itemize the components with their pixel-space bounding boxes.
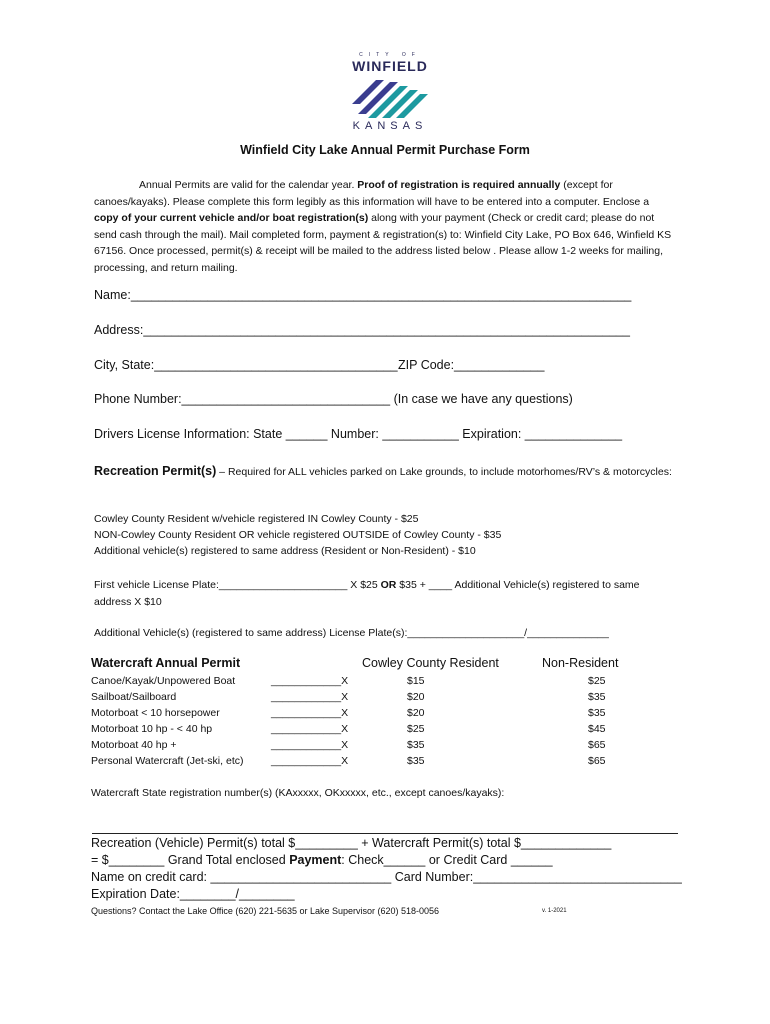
logo-stripes-graphic [348,74,434,120]
watercraft-nonresident-price: $25 [588,675,606,687]
watercraft-nonresident-price: $35 [588,707,606,719]
state-registration-label: Watercraft State registration number(s) (KAxxxxx, OKxxxxx, etc., except canoes/kayaks): [91,787,505,799]
version-label: v. 1-2021 [542,908,567,914]
watercraft-qty-field[interactable]: ____________X [271,707,349,719]
watercraft-qty-field[interactable]: ____________X [271,723,349,735]
payment-method-text: : Check______ or Credit Card ______ [341,853,553,867]
watercraft-resident-price: $35 [407,755,425,767]
intro-paragraph [94,177,674,276]
address-field[interactable]: Address:______________________________________________________________________ [94,323,630,337]
watercraft-qty-field[interactable]: ____________X [271,739,349,751]
credit-card-line[interactable]: Name on credit card: __________________________ Card Number:______________________________ [91,870,682,884]
watercraft-qty-field[interactable]: ____________X [271,755,349,767]
watercraft-resident-price: $20 [407,691,425,703]
col-nonresident-header: Non-Resident [542,656,619,670]
watercraft-resident-price: $25 [407,723,425,735]
registration-entry-line[interactable] [92,833,678,834]
payment-label: Payment [289,853,342,867]
plate-text-2: $35 + ____ Additional Vehicle(s) registered to same address X $10 [94,579,640,608]
plate-or: OR [380,579,397,591]
logo-city-of: CITY OF [359,52,421,58]
rate-additional: Additional vehicle(s) registered to same address (Resident or Non-Resident) - $10 [94,545,476,557]
watercraft-nonresident-price: $35 [588,691,606,703]
drivers-license-field[interactable]: Drivers License Information: State ______ Number: ___________ Expiration: ______________ [94,427,623,441]
grand-total-payment-line[interactable] [91,853,553,867]
expiration-date-field[interactable]: Expiration Date:________/________ [91,887,295,901]
intro-bold-1: Proof of registration is required annually [357,179,561,191]
page-title: Winfield City Lake Annual Permit Purchase Form [240,143,530,157]
questions-contact: Questions? Contact the Lake Office (620) 221-5635 or Lake Supervisor (620) 518-0056 [91,906,440,916]
grand-total-text: = $________ Grand Total enclosed [91,853,290,867]
watercraft-type: Motorboat 40 hp + [91,739,177,751]
logo-winfield: WINFIELD [352,58,428,74]
watercraft-heading: Watercraft Annual Permit [91,656,241,670]
watercraft-type: Personal Watercraft (Jet-ski, etc) [91,755,244,767]
first-vehicle-plate-field[interactable] [94,577,674,611]
watercraft-resident-price: $20 [407,707,425,719]
rate-non-resident: NON-Cowley County Resident OR vehicle registered OUTSIDE of Cowley County - $35 [94,529,502,541]
phone-number-field[interactable]: Phone Number:______________________________ (In case we have any questions) [94,392,573,406]
rate-resident: Cowley County Resident w/vehicle registered IN Cowley County - $25 [94,513,419,525]
watercraft-type: Motorboat < 10 horsepower [91,707,220,719]
col-resident-header: Cowley County Resident [362,656,499,670]
additional-plates-field[interactable]: Additional Vehicle(s) (registered to same address) License Plate(s):____________________/______________ [94,627,609,639]
watercraft-type: Sailboat/Sailboard [91,691,177,703]
winfield-logo [340,52,440,136]
watercraft-type: Canoe/Kayak/Unpowered Boat [91,675,236,687]
watercraft-resident-price: $15 [407,675,425,687]
zip-code-field[interactable]: ZIP Code:_____________ [398,358,545,372]
intro-text-2: (except for canoes/kayaks). Please complete this form legibly as this information will have to be entered into a computer. Enclose a [94,179,650,208]
recreation-heading-block [94,462,674,481]
logo-kansas: KANSAS [352,120,428,132]
recreation-heading-note: – Required for ALL vehicles parked on Lake grounds, to include motorhomes/RV’s & motorcycles: [216,466,672,478]
watercraft-nonresident-price: $65 [588,739,606,751]
watercraft-qty-field[interactable]: ____________X [271,675,349,687]
watercraft-type: Motorboat 10 hp - < 40 hp [91,723,213,735]
watercraft-nonresident-price: $45 [588,723,606,735]
watercraft-resident-price: $35 [407,739,425,751]
permit-totals-line[interactable]: Recreation (Vehicle) Permit(s) total $_________ + Watercraft Permit(s) total $_____________ [91,836,612,850]
recreation-heading: Recreation Permit(s) [94,464,217,478]
watercraft-nonresident-price: $65 [588,755,606,767]
intro-bold-2: copy of your current vehicle and/or boat registration(s) [94,212,369,224]
city-state-field[interactable]: City, State:___________________________________ [94,358,398,372]
intro-text-3: along with your payment (Check or credit card; please do not send cash through the mail). Mail completed form, payment & registration(s) to: Winfield City Lake, PO Box 646, Winfield KS 67156. Once processed, permit(s) & receipt will be mailed to the address listed below . Please allow 1-2 weeks for mailing, processing, and return mailing. [94,212,672,274]
intro-text-1: Annual Permits are valid for the calendar year. [139,179,358,191]
watercraft-qty-field[interactable]: ____________X [271,691,349,703]
name-field[interactable]: Name:________________________________________________________________________ [94,288,632,302]
plate-text-1: First vehicle License Plate:______________________ X $25 [94,579,381,591]
